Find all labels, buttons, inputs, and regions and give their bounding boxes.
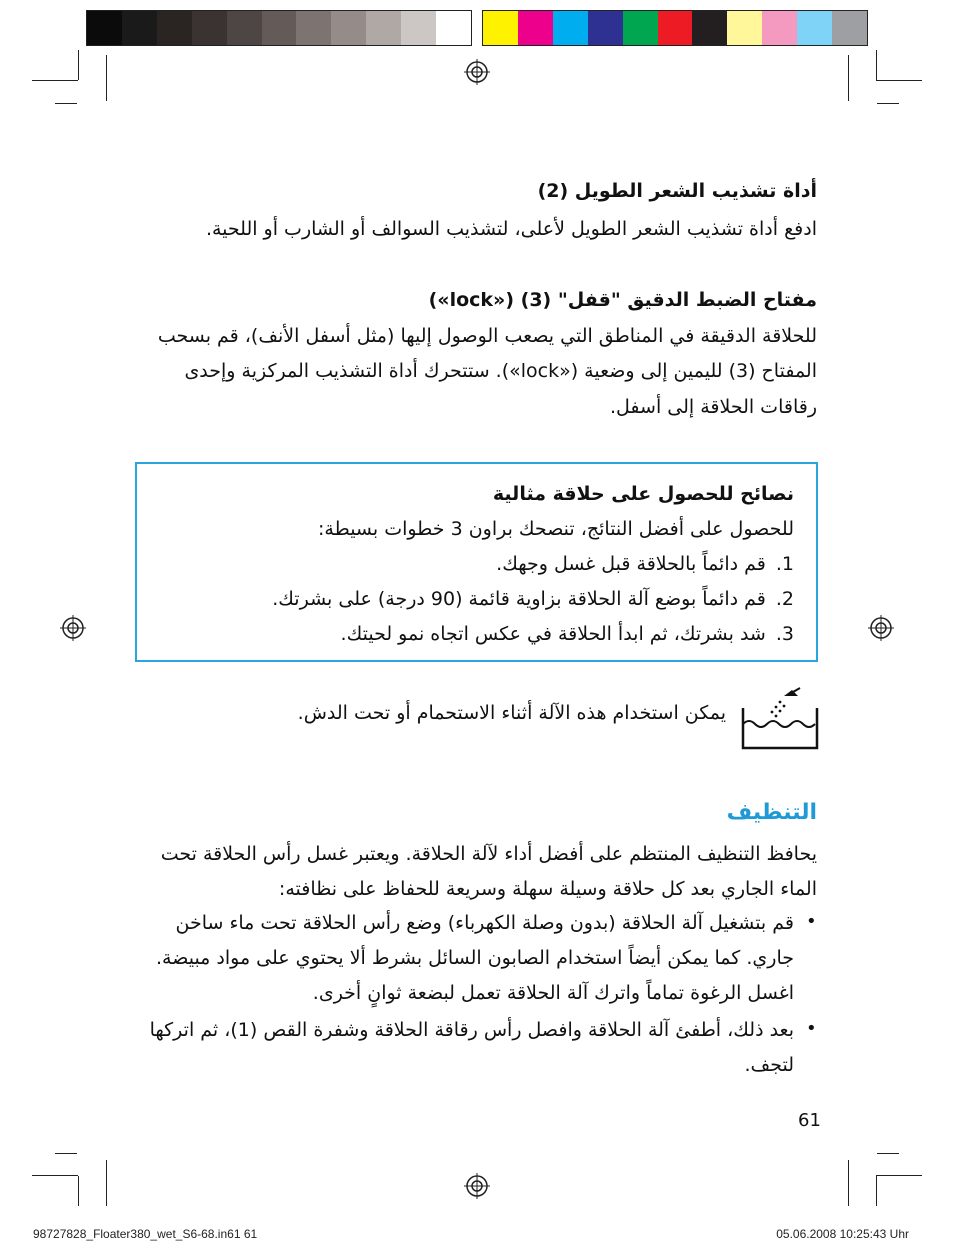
page-number: 61 <box>798 1110 821 1131</box>
color-swatch <box>553 11 588 45</box>
cleaning-bullet-line: لتجف. <box>744 1054 794 1076</box>
tips-step <box>341 623 794 645</box>
shower-note-text: يمكن استخدام هذه الآلة أثناء الاستحمام أو تحت الدش. <box>297 702 726 724</box>
registration-mark-icon <box>868 615 894 641</box>
gray-swatch <box>331 11 366 45</box>
color-swatch <box>623 11 658 45</box>
registration-mark-icon <box>464 59 490 85</box>
gray-swatch <box>262 11 297 45</box>
crop-mark <box>106 55 107 101</box>
cleaning-bullet-line: جاري. كما يمكن أيضاً استخدام الصابون السائل بشرط ألا يحتوي على مواد مبيضة. <box>156 947 794 969</box>
registration-mark-icon <box>464 1173 490 1199</box>
color-swatch <box>727 11 762 45</box>
slug-filename: 98727828_Floater380_wet_S6-68.in61 61 <box>33 1227 258 1241</box>
crop-mark <box>106 1160 107 1206</box>
crop-mark <box>877 103 899 104</box>
gray-swatch <box>87 11 122 45</box>
crop-mark <box>32 80 78 81</box>
crop-mark <box>55 103 77 104</box>
tips-intro: للحصول على أفضل النتائج، تنصحك براون 3 خطوات بسيطة: <box>318 518 794 540</box>
bullet-dot: • <box>806 911 817 932</box>
shower-icon <box>740 686 820 752</box>
step-number: 1. <box>775 553 794 575</box>
gray-swatch <box>296 11 331 45</box>
crop-mark <box>876 50 877 80</box>
bullet-dot: • <box>806 1018 817 1039</box>
cleaning-bullet-line: بعد ذلك، أطفئ آلة الحلاقة وافصل رأس رقاقة الحلاقة وشفرة القص (1)، ثم اتركها <box>149 1019 794 1041</box>
cleaning-intro-line: الماء الجاري بعد كل حلاقة وسيلة سهلة وسريعة للحفاظ على نظافته: <box>278 878 817 900</box>
color-swatch <box>692 11 727 45</box>
tips-heading: نصائح للحصول على حلاقة مثالية <box>492 483 794 505</box>
crop-mark <box>55 1153 77 1154</box>
tips-step <box>496 553 794 575</box>
crop-mark <box>32 1175 78 1176</box>
cleaning-bullet-line: قم بتشغيل آلة الحلاقة (بدون وصلة الكهرباء) وضع رأس الحلاقة تحت ماء ساخن <box>175 912 794 934</box>
crop-mark <box>877 1153 899 1154</box>
color-swatch <box>762 11 797 45</box>
gray-swatch <box>227 11 262 45</box>
color-swatch <box>658 11 693 45</box>
crop-mark <box>78 1176 79 1206</box>
lock-body-line: للحلاقة الدقيقة في المناطق التي يصعب الوصول إليها (مثل أسفل الأنف)، قم بسحب <box>157 325 817 347</box>
cleaning-title <box>727 800 817 825</box>
registration-mark-icon <box>60 615 86 641</box>
cleaning-bullet-line: اغسل الرغوة تماماً واترك آلة الحلاقة تعمل لبضعة ثوانٍ أخرى. <box>312 982 794 1004</box>
gray-swatch <box>401 11 436 45</box>
crop-mark <box>876 80 922 81</box>
color-swatch <box>797 11 832 45</box>
step-text: قم دائماً بالحلاقة قبل غسل وجهك. <box>496 553 766 575</box>
lock-body-line: المفتاح (3) لليمين إلى وضعية («lock»). ستتحرك أداة التشذيب المركزية وإحدى <box>184 360 817 382</box>
lock-heading: مفتاح الضبط الدقيق "قفل" (3) («lock») <box>428 289 817 311</box>
grayscale-color-bar <box>86 10 472 46</box>
gray-swatch <box>157 11 192 45</box>
color-swatch <box>518 11 553 45</box>
gray-swatch <box>192 11 227 45</box>
gray-swatch <box>122 11 157 45</box>
cleaning-title-text: التنظيف <box>726 800 817 825</box>
gray-swatch <box>366 11 401 45</box>
color-swatch <box>832 11 867 45</box>
crop-mark <box>848 1160 849 1206</box>
trimmer-heading: أداة تشذيب الشعر الطويل (2) <box>537 180 817 202</box>
color-swatch <box>483 11 518 45</box>
trimmer-body: ادفع أداة تشذيب الشعر الطويل لأعلى، لتشذيب السوالف أو الشارب أو اللحية. <box>205 218 817 240</box>
crop-mark <box>78 50 79 80</box>
step-number: 3. <box>775 623 794 645</box>
cleaning-intro-line: يحافظ التنظيف المنتظم على أفضل أداء لآلة الحلاقة. ويعتبر غسل رأس الحلاقة تحت <box>160 843 817 865</box>
color-swatch <box>588 11 623 45</box>
step-text: قم دائماً بوضع آلة الحلاقة بزاوية قائمة (90 درجة) على بشرتك. <box>272 588 766 610</box>
lock-body-line: رقاقات الحلاقة إلى أسفل. <box>609 396 817 418</box>
crop-mark <box>876 1175 922 1176</box>
gray-swatch <box>436 11 471 45</box>
step-number: 2. <box>775 588 794 610</box>
step-text: شد بشرتك، ثم ابدأ الحلاقة في عكس اتجاه نمو لحيتك. <box>340 623 766 645</box>
slug-timestamp: 05.06.2008 10:25:43 Uhr <box>776 1227 909 1241</box>
tips-step <box>272 588 794 610</box>
crop-mark <box>848 55 849 101</box>
crop-mark <box>876 1176 877 1206</box>
process-color-bar <box>482 10 868 46</box>
